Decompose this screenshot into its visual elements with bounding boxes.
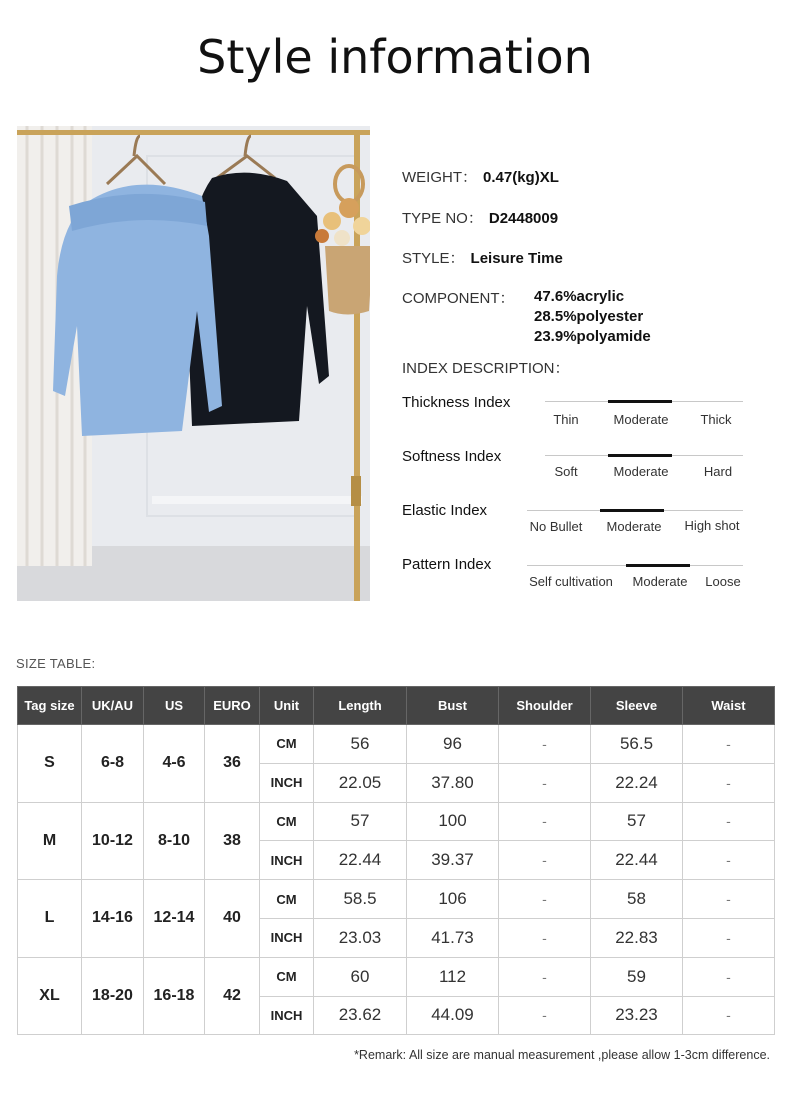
table-row xyxy=(18,880,775,919)
waist-cell: - xyxy=(683,763,775,802)
softness-option: Moderate xyxy=(613,464,669,479)
elastic-option: No Bullet xyxy=(529,519,583,534)
pattern-option: Moderate xyxy=(632,574,688,589)
length-cell: 56 xyxy=(314,725,407,764)
waist-cell: - xyxy=(683,957,775,996)
length-cell: 23.62 xyxy=(314,996,407,1035)
waist-cell: - xyxy=(683,996,775,1035)
sleeve-cell: 56.5 xyxy=(591,725,683,764)
unit-cell: INCH xyxy=(260,918,314,957)
header-bust: Bust xyxy=(407,687,499,725)
component-values xyxy=(534,287,651,347)
header-tag-size: Tag size xyxy=(18,687,82,725)
bust-cell: 100 xyxy=(407,802,499,841)
pattern-index-label: Pattern Index xyxy=(402,556,492,573)
sleeve-cell: 22.83 xyxy=(591,918,683,957)
bust-cell: 96 xyxy=(407,725,499,764)
shoulder-cell: - xyxy=(499,841,591,880)
component-value: 23.9%polyamide xyxy=(534,328,651,345)
sleeve-cell: 58 xyxy=(591,880,683,919)
thickness-scale-marker xyxy=(608,400,672,403)
header-euro: EURO xyxy=(205,687,260,725)
softness-scale-marker xyxy=(608,454,672,457)
header-us: US xyxy=(144,687,205,725)
sleeve-cell: 23.23 xyxy=(591,996,683,1035)
bust-cell: 112 xyxy=(407,957,499,996)
elastic-option: High shot xyxy=(684,518,740,533)
unit-cell: INCH xyxy=(260,996,314,1035)
component-label: COMPONENT： xyxy=(402,290,515,307)
page-title: Style information xyxy=(197,30,593,84)
length-cell: 23.03 xyxy=(314,918,407,957)
euro-cell: 42 xyxy=(205,957,260,1035)
waist-cell: - xyxy=(683,918,775,957)
style-line xyxy=(402,247,563,268)
type-line xyxy=(402,207,558,228)
unit-cell: CM xyxy=(260,957,314,996)
unit-cell: INCH xyxy=(260,841,314,880)
tag-size-cell: S xyxy=(18,725,82,803)
elastic-index-label: Elastic Index xyxy=(402,502,488,519)
component-line xyxy=(402,287,515,308)
ukau-cell: 10-12 xyxy=(82,802,144,880)
weight-line xyxy=(402,166,559,187)
tag-size-cell: L xyxy=(18,880,82,958)
header-ukau: UK/AU xyxy=(82,687,144,725)
elastic-option: Moderate xyxy=(606,519,662,534)
table-row xyxy=(18,957,775,996)
softness-option: Hard xyxy=(703,464,733,479)
shoulder-cell: - xyxy=(499,763,591,802)
bust-cell: 106 xyxy=(407,880,499,919)
shoulder-cell: - xyxy=(499,725,591,764)
elastic-scale-marker xyxy=(600,509,664,512)
sleeve-cell: 22.44 xyxy=(591,841,683,880)
remark-note: *Remark: All size are manual measurement ,please allow 1-3cm difference. xyxy=(354,1048,770,1062)
unit-cell: CM xyxy=(260,802,314,841)
thickness-index-label: Thickness Index xyxy=(402,394,511,411)
euro-cell: 38 xyxy=(205,802,260,880)
index-description-label: INDEX DESCRIPTION： xyxy=(402,360,570,377)
us-cell: 12-14 xyxy=(144,880,205,958)
bust-cell: 44.09 xyxy=(407,996,499,1035)
unit-cell: CM xyxy=(260,725,314,764)
length-cell: 22.44 xyxy=(314,841,407,880)
style-label: STYLE： xyxy=(402,250,465,267)
shoulder-cell: - xyxy=(499,957,591,996)
bust-cell: 41.73 xyxy=(407,918,499,957)
bust-cell: 39.37 xyxy=(407,841,499,880)
length-cell: 22.05 xyxy=(314,763,407,802)
waist-cell: - xyxy=(683,802,775,841)
pattern-option: Self cultivation xyxy=(529,574,613,589)
sleeve-cell: 59 xyxy=(591,957,683,996)
waist-cell: - xyxy=(683,880,775,919)
softness-index-label: Softness Index xyxy=(402,448,502,465)
ukau-cell: 6-8 xyxy=(82,725,144,803)
header-unit: Unit xyxy=(260,687,314,725)
size-table-header xyxy=(18,687,775,725)
us-cell: 8-10 xyxy=(144,802,205,880)
weight-label: WEIGHT： xyxy=(402,169,477,186)
unit-cell: CM xyxy=(260,880,314,919)
us-cell: 4-6 xyxy=(144,725,205,803)
thickness-option: Thick xyxy=(700,412,732,427)
thickness-option: Thin xyxy=(553,412,579,427)
header-sleeve: Sleeve xyxy=(591,687,683,725)
header-shoulder: Shoulder xyxy=(499,687,591,725)
waist-cell: - xyxy=(683,841,775,880)
euro-cell: 36 xyxy=(205,725,260,803)
length-cell: 58.5 xyxy=(314,880,407,919)
shoulder-cell: - xyxy=(499,996,591,1035)
table-row xyxy=(18,725,775,764)
pattern-option: Loose xyxy=(705,574,741,589)
unit-cell: INCH xyxy=(260,763,314,802)
length-cell: 57 xyxy=(314,802,407,841)
us-cell: 16-18 xyxy=(144,957,205,1035)
product-photo xyxy=(17,126,370,601)
shoulder-cell: - xyxy=(499,880,591,919)
sweater-photo-illustration xyxy=(17,126,370,601)
table-row xyxy=(18,802,775,841)
size-table xyxy=(17,686,775,1035)
type-label: TYPE NO： xyxy=(402,210,483,227)
shoulder-cell: - xyxy=(499,802,591,841)
waist-cell: - xyxy=(683,725,775,764)
softness-option: Soft xyxy=(554,464,578,479)
header-waist: Waist xyxy=(683,687,775,725)
shoulder-cell: - xyxy=(499,918,591,957)
type-value: D2448009 xyxy=(488,210,559,227)
component-value: 28.5%polyester xyxy=(534,308,644,325)
euro-cell: 40 xyxy=(205,880,260,958)
style-value: Leisure Time xyxy=(470,250,563,267)
sleeve-cell: 57 xyxy=(591,802,683,841)
header-length: Length xyxy=(314,687,407,725)
ukau-cell: 14-16 xyxy=(82,880,144,958)
tag-size-cell: XL xyxy=(18,957,82,1035)
sleeve-cell: 22.24 xyxy=(591,763,683,802)
size-table-label: SIZE TABLE: xyxy=(16,656,96,671)
pattern-scale-marker xyxy=(626,564,690,567)
length-cell: 60 xyxy=(314,957,407,996)
bust-cell: 37.80 xyxy=(407,763,499,802)
thickness-option: Moderate xyxy=(613,412,669,427)
index-description-line xyxy=(402,357,570,378)
component-value: 47.6%acrylic xyxy=(534,288,625,305)
ukau-cell: 18-20 xyxy=(82,957,144,1035)
tag-size-cell: M xyxy=(18,802,82,880)
weight-value: 0.47(kg)XL xyxy=(483,169,559,186)
